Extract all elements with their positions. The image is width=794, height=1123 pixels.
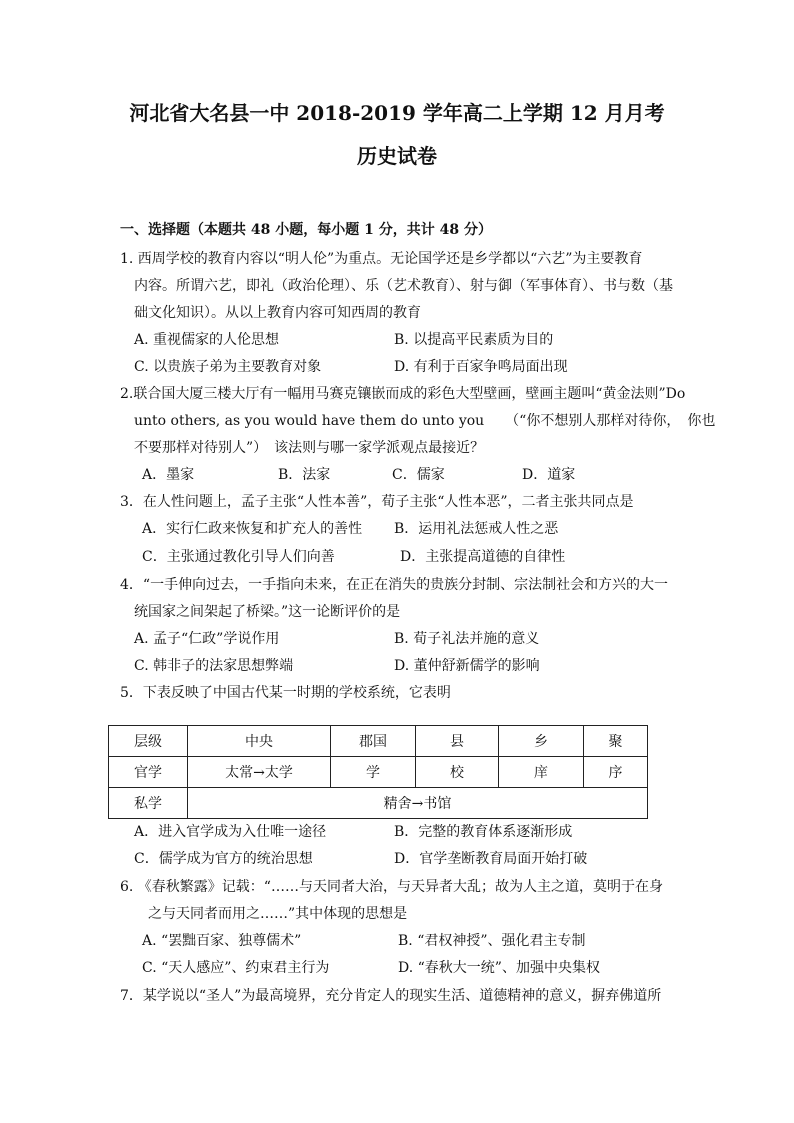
q1-line-2: 内容。所谓六艺，即礼（政治伦理）、乐（艺术教育）、射与御（军事体育）、书与数（基 [134, 278, 673, 294]
table-cell: 校 [416, 757, 499, 788]
q6-option-b: B. “君权神授”、强化君主专制 [398, 933, 586, 949]
table-cell: 官学 [109, 757, 188, 788]
table-cell: 县 [416, 726, 499, 757]
q2-option-a: A．墨家 [142, 467, 195, 483]
exam-subtitle: 历史试卷 [357, 144, 437, 168]
q4-line-2: 统国家之间架起了桥梁。”这一论断评价的是 [134, 604, 401, 620]
q4-option-b: B. 荀子礼法并施的意义 [394, 631, 540, 647]
table-cell: 中央 [188, 726, 331, 757]
q2-line-3: 不要那样对待别人”） 该法则与哪一家学派观点最接近？ [134, 440, 485, 456]
q3-line-1: 3．在人性问题上，孟子主张“人性本善”，荀子主张“人性本恶”，二者主张共同点是 [120, 494, 634, 510]
q1-option-d: D. 有利于百家争鸣局面出现 [394, 359, 568, 375]
q2-option-b: B．法家 [278, 467, 331, 483]
q5-option-c: C．儒学成为官方的统治思想 [134, 851, 313, 867]
q6-line-1: 6. 《春秋繁露》记载：“……与天同者大治，与天异者大乱；故为人主之道，莫明于在身 [120, 879, 663, 895]
table-cell: 序 [584, 757, 648, 788]
table-row [109, 757, 648, 788]
table-cell: 学 [331, 757, 416, 788]
table-cell: 层级 [109, 726, 188, 757]
q6-line-2: 之与天同者而用之……”其中体现的思想是 [148, 906, 408, 922]
q1-line-1: 1. 西周学校的教育内容以“明人伦”为重点。无论国学还是乡学都以“六艺”为主要教育 [120, 251, 643, 267]
exam-title: 河北省大名县一中 2018-2019 学年高二上学期 12 月月考 [129, 101, 665, 125]
q4-option-c: C. 韩非子的法家思想弊端 [134, 658, 294, 674]
section-heading: 一、选择题（本题共 48 小题，每小题 1 分，共计 48 分） [120, 222, 492, 238]
table-cell: 精舍→书馆 [188, 788, 648, 819]
table-header-row [109, 726, 648, 757]
table-cell: 郡国 [331, 726, 416, 757]
q3-option-c: C．主张通过教化引导人们向善 [142, 549, 335, 565]
q2-option-c: C．儒家 [392, 467, 445, 483]
q5-option-b: B．完整的教育体系逐渐形成 [394, 824, 573, 840]
table-cell: 庠 [499, 757, 584, 788]
q3-option-a: A．实行仁政来恢复和扩充人的善性 [142, 521, 363, 537]
q6-option-d: D. “春秋大一统”、加强中央集权 [398, 960, 600, 976]
q1-option-c: C. 以贵族子弟为主要教育对象 [134, 359, 322, 375]
q6-option-c: C. “天人感应”、约束君主行为 [142, 960, 330, 976]
table-cell: 乡 [499, 726, 584, 757]
q6-option-a: A. “罢黜百家、独尊儒术” [142, 933, 302, 949]
table-row [109, 788, 648, 819]
school-system-table [108, 725, 648, 819]
q1-option-a: A. 重视儒家的人伦思想 [134, 332, 280, 348]
table-cell: 私学 [109, 788, 188, 819]
q2-option-d: D．道家 [522, 467, 576, 483]
q2-line-1: 2.联合国大厦三楼大厅有一幅用马赛克镶嵌而成的彩色大型壁画，壁画主题叫“黄金法则”Do [120, 386, 686, 402]
q1-line-3: 础文化知识）。从以上教育内容可知西周的教育 [134, 305, 421, 321]
q4-line-1: 4．“一手伸向过去，一手指向未来，在正在消失的贵族分封制、宗法制社会和方兴的大一 [120, 577, 669, 593]
q7-line-1: 7．某学说以“圣人”为最高境界，充分肯定人的现实生活、道德精神的意义，摒弃佛道所 [120, 988, 662, 1004]
q5-option-d: D．官学垄断教育局面开始打破 [394, 851, 588, 867]
q1-option-b: B. 以提高平民素质为目的 [394, 332, 554, 348]
table-cell: 太常→太学 [188, 757, 331, 788]
table-cell: 聚 [584, 726, 648, 757]
q5-option-a: A．进入官学成为入仕唯一途径 [134, 824, 327, 840]
q3-option-d: D．主张提高道德的自律性 [400, 549, 566, 565]
q2-line-2: unto others, as you would have them do unto you （“你不想别人那样对待你， 你也 [134, 413, 716, 429]
q4-option-a: A. 孟子“仁政”学说作用 [134, 631, 280, 647]
q4-option-d: D. 董仲舒新儒学的影响 [394, 658, 540, 674]
q5-line-1: 5．下表反映了中国古代某一时期的学校系统，它表明 [120, 685, 451, 701]
q3-option-b: B．运用礼法惩戒人性之恶 [394, 521, 559, 537]
